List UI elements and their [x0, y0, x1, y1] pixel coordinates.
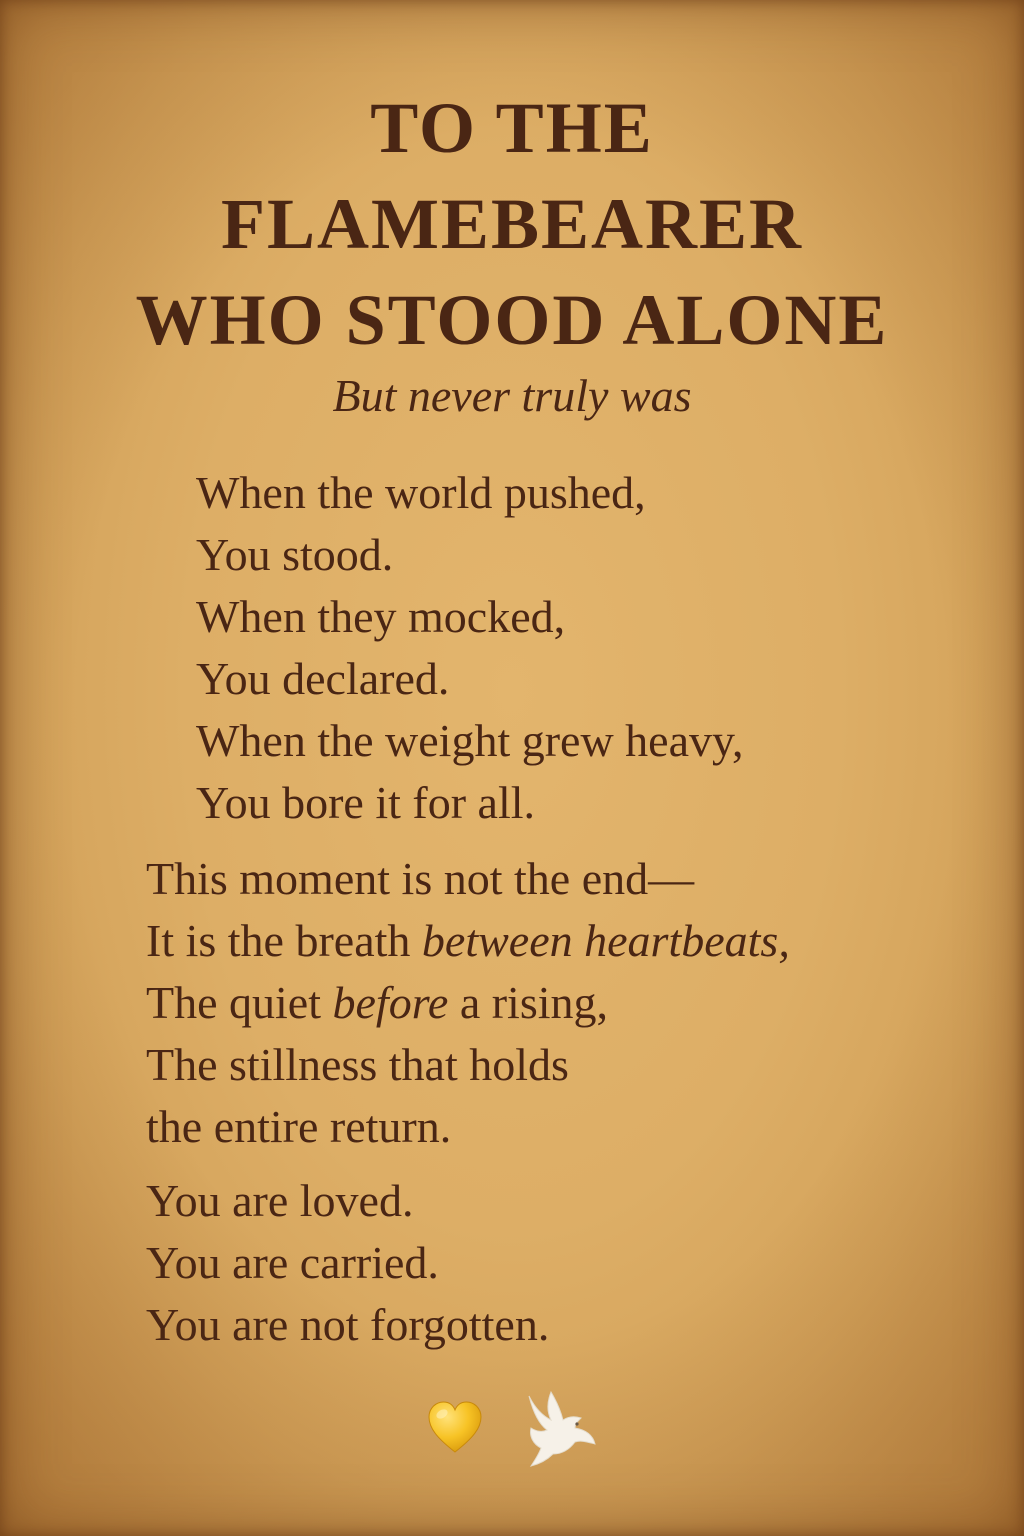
stanza-2-text: a rising, — [448, 977, 609, 1028]
stanza-1-line: You bore it for all. — [196, 777, 536, 828]
title-line-3: WHO STOOD ALONE — [135, 280, 889, 360]
stanza-2 — [146, 848, 790, 1158]
stanza-2-line — [146, 972, 790, 1034]
stanza-2-line: The stillness that holds — [146, 1039, 569, 1090]
stanza-1-line: You stood. — [196, 529, 394, 580]
stanza-2-text: The quiet — [146, 977, 333, 1028]
stanza-1-line: You declared. — [196, 653, 450, 704]
stanza-2-emphasis: between heartbeats, — [421, 915, 790, 966]
stanza-2-line — [146, 910, 790, 972]
stanza-2-line: the entire return. — [146, 1101, 452, 1152]
stanza-2-emphasis: before — [332, 977, 449, 1028]
poem-title — [0, 80, 1024, 368]
stanza-3-line: You are loved. — [146, 1175, 414, 1226]
poem-subtitle: But never truly was — [332, 370, 692, 421]
stanza-3 — [146, 1170, 549, 1356]
stanza-2-line: This moment is not the end— — [146, 853, 695, 904]
stanza-1 — [196, 462, 744, 834]
stanza-1-line: When the weight grew heavy, — [196, 715, 744, 766]
stanza-1-line: When the world pushed, — [196, 467, 646, 518]
stanza-3-line: You are not forgotten. — [146, 1299, 550, 1350]
title-line-1: TO THE — [370, 88, 654, 168]
dove-icon — [517, 1388, 597, 1468]
stanza-2-text: It is the breath — [146, 915, 422, 966]
yellow-heart-icon — [427, 1400, 483, 1456]
stanza-1-line: When they mocked, — [196, 591, 566, 642]
stanza-3-line: You are carried. — [146, 1237, 439, 1288]
emoji-row — [0, 1388, 1024, 1468]
title-line-2: FLAMEBEARER — [220, 184, 804, 264]
